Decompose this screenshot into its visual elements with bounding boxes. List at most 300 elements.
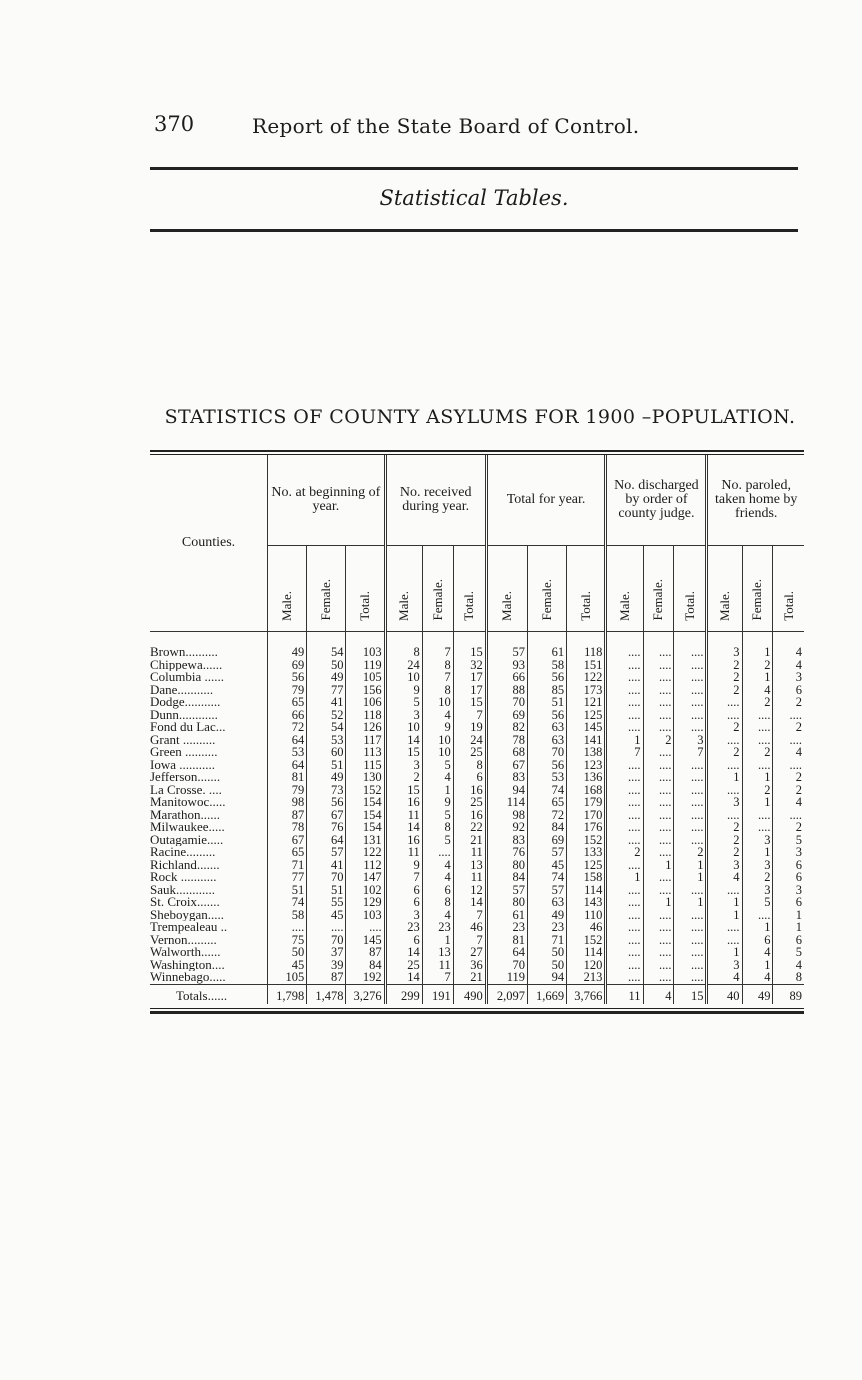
value-cell: 5 [422, 834, 453, 847]
county-name-cell: La Crosse. .... [150, 784, 268, 797]
value-cell: 4 [707, 971, 742, 984]
value-cell: 138 [567, 746, 606, 759]
value-cell: 98 [268, 796, 307, 809]
value-cell: .... [606, 921, 643, 934]
table-row [150, 721, 804, 734]
value-cell: 17 [453, 684, 486, 697]
value-cell: .... [707, 784, 742, 797]
spacer-cell [527, 632, 566, 647]
value-cell: 76 [486, 846, 527, 859]
value-cell: 7 [453, 709, 486, 722]
value-cell: 1 [707, 946, 742, 959]
county-name-cell: Outagamie..... [150, 834, 268, 847]
value-cell: 114 [567, 884, 606, 897]
county-name-cell: Dunn............ [150, 709, 268, 722]
value-cell: 3 [773, 846, 804, 859]
county-name-cell: Marathon...... [150, 809, 268, 822]
value-cell: .... [643, 696, 674, 709]
value-cell: 17 [453, 671, 486, 684]
value-cell: 2 [707, 721, 742, 734]
spacer-cell [773, 632, 804, 647]
value-cell: 136 [567, 771, 606, 784]
value-cell: 81 [486, 934, 527, 947]
value-cell: .... [643, 846, 674, 859]
value-cell: 8 [385, 646, 422, 659]
value-cell: .... [606, 884, 643, 897]
value-cell: 8 [422, 896, 453, 909]
value-cell: 50 [527, 946, 566, 959]
table-row [150, 771, 804, 784]
value-cell: 141 [567, 734, 606, 747]
value-cell: .... [346, 921, 385, 934]
value-cell: .... [307, 921, 346, 934]
value-cell: 78 [268, 821, 307, 834]
page-number: 370 [154, 112, 195, 136]
value-cell: 6 [773, 871, 804, 884]
value-cell: 1 [742, 796, 773, 809]
value-cell: 70 [486, 959, 527, 972]
value-cell: 113 [346, 746, 385, 759]
value-cell: 6 [773, 859, 804, 872]
value-cell: 152 [567, 934, 606, 947]
value-cell: 89 [773, 984, 804, 1004]
value-cell: .... [674, 796, 707, 809]
value-cell: 105 [346, 671, 385, 684]
subheader-label: Total. [461, 591, 477, 621]
value-cell: 3 [707, 646, 742, 659]
value-cell: 4 [422, 871, 453, 884]
value-cell: 49 [742, 984, 773, 1004]
spacer-cell [307, 632, 346, 647]
value-cell: 69 [268, 659, 307, 672]
value-cell: 9 [422, 796, 453, 809]
value-cell: .... [606, 659, 643, 672]
table-row [150, 696, 804, 709]
value-cell: .... [742, 909, 773, 922]
table-row [150, 671, 804, 684]
value-cell: .... [643, 934, 674, 947]
value-cell: 2 [773, 696, 804, 709]
value-cell: 6 [453, 771, 486, 784]
table-row [150, 896, 804, 909]
value-cell: 58 [268, 909, 307, 922]
value-cell: 61 [486, 909, 527, 922]
value-cell: .... [643, 746, 674, 759]
value-cell: 1 [422, 784, 453, 797]
value-cell: 112 [346, 859, 385, 872]
subtitle-rule [150, 229, 798, 232]
table-row [150, 646, 804, 659]
value-cell: 8 [773, 971, 804, 984]
value-cell: 25 [385, 959, 422, 972]
value-cell: 9 [422, 721, 453, 734]
value-cell: 179 [567, 796, 606, 809]
county-name-cell: Totals...... [150, 984, 268, 1004]
value-cell: 25 [453, 746, 486, 759]
value-cell: 11 [385, 809, 422, 822]
value-cell: 2 [707, 684, 742, 697]
value-cell: 67 [486, 759, 527, 772]
value-cell: .... [643, 796, 674, 809]
spacer-cell [567, 632, 606, 647]
value-cell: .... [674, 671, 707, 684]
value-cell: 73 [307, 784, 346, 797]
table-row [150, 834, 804, 847]
value-cell: .... [643, 709, 674, 722]
value-cell: 158 [567, 871, 606, 884]
table-bottom-rule [150, 1008, 804, 1014]
value-cell: 2 [707, 846, 742, 859]
value-cell: 74 [527, 871, 566, 884]
value-cell: 1,669 [527, 984, 566, 1004]
spacer-cell [674, 632, 707, 647]
value-cell: 87 [346, 946, 385, 959]
value-cell: 154 [346, 796, 385, 809]
table-row [150, 659, 804, 672]
table-row [150, 871, 804, 884]
value-cell: .... [674, 834, 707, 847]
value-cell: 45 [527, 859, 566, 872]
group-header-received: No. received during year. [385, 455, 486, 546]
value-cell: .... [268, 921, 307, 934]
value-cell: 130 [346, 771, 385, 784]
value-cell: 22 [453, 821, 486, 834]
value-cell: 4 [742, 971, 773, 984]
table-row [150, 946, 804, 959]
value-cell: 51 [268, 884, 307, 897]
county-name-cell: Brown.......... [150, 646, 268, 659]
subheader-male [268, 546, 307, 632]
value-cell: 10 [385, 671, 422, 684]
value-cell: .... [606, 646, 643, 659]
value-cell: 168 [567, 784, 606, 797]
value-cell: 1,798 [268, 984, 307, 1004]
value-cell: 67 [307, 809, 346, 822]
value-cell: 71 [527, 934, 566, 947]
subheader-label: Female. [539, 579, 555, 621]
value-cell: 2 [742, 784, 773, 797]
value-cell: .... [674, 696, 707, 709]
value-cell: 4 [422, 909, 453, 922]
value-cell: 145 [567, 721, 606, 734]
value-cell: 84 [346, 959, 385, 972]
value-cell: 21 [453, 971, 486, 984]
value-cell: 71 [268, 859, 307, 872]
value-cell: .... [606, 909, 643, 922]
value-cell: 15 [453, 696, 486, 709]
value-cell: 13 [453, 859, 486, 872]
subheader-label: Total. [577, 591, 593, 621]
value-cell: 3 [773, 884, 804, 897]
county-name-cell: Grant .......... [150, 734, 268, 747]
value-cell: 120 [567, 959, 606, 972]
value-cell: 51 [307, 884, 346, 897]
subheader-male [606, 546, 643, 632]
spacer-cell [453, 632, 486, 647]
value-cell: 119 [346, 659, 385, 672]
value-cell: 41 [307, 696, 346, 709]
value-cell: 2 [707, 659, 742, 672]
value-cell: 11 [453, 871, 486, 884]
value-cell: 56 [527, 709, 566, 722]
value-cell: 2 [707, 834, 742, 847]
value-cell: 1 [643, 859, 674, 872]
value-cell: 6 [385, 884, 422, 897]
value-cell: 57 [486, 646, 527, 659]
value-cell: 10 [422, 696, 453, 709]
value-cell: 2 [773, 784, 804, 797]
value-cell: .... [674, 909, 707, 922]
value-cell: 133 [567, 846, 606, 859]
subheader-male [707, 546, 742, 632]
value-cell: 79 [268, 684, 307, 697]
table-row [150, 784, 804, 797]
value-cell: 14 [385, 946, 422, 959]
value-cell: 2 [674, 846, 707, 859]
value-cell: 14 [385, 734, 422, 747]
value-cell: 70 [307, 871, 346, 884]
county-name-cell: Milwaukee..... [150, 821, 268, 834]
county-name-cell: Iowa ........... [150, 759, 268, 772]
value-cell: 56 [527, 759, 566, 772]
table-row [150, 934, 804, 947]
value-cell: 64 [486, 946, 527, 959]
subheader-male [385, 546, 422, 632]
table-row [150, 796, 804, 809]
value-cell: 72 [268, 721, 307, 734]
value-cell: 61 [527, 646, 566, 659]
running-title: Report of the State Board of Control. [252, 114, 640, 138]
value-cell: 6 [422, 884, 453, 897]
value-cell: 11 [385, 846, 422, 859]
value-cell: .... [606, 696, 643, 709]
value-cell: 23 [385, 921, 422, 934]
subheader-total [453, 546, 486, 632]
value-cell: 7 [422, 971, 453, 984]
value-cell: 4 [742, 946, 773, 959]
value-cell: 57 [486, 884, 527, 897]
spacer-row [150, 632, 804, 647]
value-cell: .... [643, 684, 674, 697]
value-cell: 57 [307, 846, 346, 859]
value-cell: 51 [307, 759, 346, 772]
value-cell: 24 [385, 659, 422, 672]
value-cell: 65 [527, 796, 566, 809]
value-cell: 69 [527, 834, 566, 847]
value-cell: 7 [385, 871, 422, 884]
value-cell: 1 [606, 871, 643, 884]
value-cell: .... [643, 946, 674, 959]
table-row [150, 859, 804, 872]
spacer-cell [606, 632, 643, 647]
value-cell: 3 [742, 884, 773, 897]
county-name-cell: Washington.... [150, 959, 268, 972]
group-header-beginning: No. at beginning of year. [268, 455, 386, 546]
table-title: STATISTICS OF COUNTY ASYLUMS FOR 1900 –POPULATION. [164, 406, 796, 428]
county-name-cell: St. Croix....... [150, 896, 268, 909]
value-cell: 115 [346, 759, 385, 772]
value-cell: 77 [307, 684, 346, 697]
value-cell: 12 [453, 884, 486, 897]
spacer-cell [422, 632, 453, 647]
value-cell: 103 [346, 646, 385, 659]
value-cell: 85 [527, 684, 566, 697]
value-cell: 3 [674, 734, 707, 747]
value-cell: .... [674, 821, 707, 834]
value-cell: 15 [453, 646, 486, 659]
value-cell: 2 [643, 734, 674, 747]
value-cell: 27 [453, 946, 486, 959]
value-cell: 94 [527, 971, 566, 984]
value-cell: 70 [307, 934, 346, 947]
value-cell: 2 [773, 821, 804, 834]
spacer-cell [707, 632, 742, 647]
county-name-cell: Chippewa...... [150, 659, 268, 672]
value-cell: 4 [773, 796, 804, 809]
value-cell: .... [674, 971, 707, 984]
value-cell: .... [643, 759, 674, 772]
value-cell: 21 [453, 834, 486, 847]
value-cell: 3 [742, 834, 773, 847]
county-name-cell: Dodge........... [150, 696, 268, 709]
spacer-cell [742, 632, 773, 647]
value-cell: 106 [346, 696, 385, 709]
value-cell: 299 [385, 984, 422, 1004]
value-cell: 4 [422, 709, 453, 722]
group-header-discharged: No. discharged by order of county judge. [606, 455, 707, 546]
value-cell: 122 [567, 671, 606, 684]
value-cell: 3 [385, 909, 422, 922]
value-cell: 67 [268, 834, 307, 847]
value-cell: 123 [567, 759, 606, 772]
value-cell: 2 [742, 746, 773, 759]
value-cell: 98 [486, 809, 527, 822]
value-cell: .... [742, 809, 773, 822]
value-cell: 110 [567, 909, 606, 922]
value-cell: 1 [742, 646, 773, 659]
value-cell: 72 [527, 809, 566, 822]
value-cell: 87 [268, 809, 307, 822]
value-cell: 57 [527, 846, 566, 859]
value-cell: 70 [486, 696, 527, 709]
value-cell: 4 [773, 659, 804, 672]
subheader-female [742, 546, 773, 632]
value-cell: .... [606, 796, 643, 809]
value-cell: .... [606, 934, 643, 947]
value-cell: .... [606, 971, 643, 984]
value-cell: .... [773, 759, 804, 772]
subheader-label: Female. [429, 579, 445, 621]
table-row [150, 971, 804, 984]
value-cell: 84 [486, 871, 527, 884]
value-cell: .... [606, 721, 643, 734]
value-cell: 4 [773, 646, 804, 659]
value-cell: .... [643, 809, 674, 822]
value-cell: 2 [606, 846, 643, 859]
value-cell: 2 [707, 746, 742, 759]
table-row [150, 921, 804, 934]
value-cell: 14 [385, 971, 422, 984]
county-name-cell: Fond du Lac... [150, 721, 268, 734]
value-cell: 3 [742, 859, 773, 872]
value-cell: 7 [453, 909, 486, 922]
value-cell: 84 [527, 821, 566, 834]
value-cell: .... [643, 771, 674, 784]
county-name-cell: Manitowoc..... [150, 796, 268, 809]
table-row [150, 959, 804, 972]
value-cell: 5 [773, 946, 804, 959]
value-cell: 154 [346, 809, 385, 822]
value-cell: 6 [773, 684, 804, 697]
value-cell: 11 [606, 984, 643, 1004]
value-cell: 9 [385, 684, 422, 697]
value-cell: 2 [742, 659, 773, 672]
value-cell: 143 [567, 896, 606, 909]
value-cell: 15 [385, 784, 422, 797]
value-cell: 45 [307, 909, 346, 922]
value-cell: 50 [307, 659, 346, 672]
value-cell: 53 [268, 746, 307, 759]
value-cell: .... [606, 959, 643, 972]
spacer-cell [486, 632, 527, 647]
value-cell: 2 [707, 821, 742, 834]
value-cell: .... [606, 709, 643, 722]
value-cell: 82 [486, 721, 527, 734]
value-cell: .... [674, 959, 707, 972]
value-cell: 2 [707, 671, 742, 684]
value-cell: 2 [773, 721, 804, 734]
subheader-total [773, 546, 804, 632]
value-cell: .... [707, 709, 742, 722]
value-cell: 1 [674, 896, 707, 909]
subheader-label: Female. [650, 579, 666, 621]
value-cell: 64 [307, 834, 346, 847]
county-name-cell: Trempealeau .. [150, 921, 268, 934]
value-cell: 23 [486, 921, 527, 934]
value-cell: .... [707, 934, 742, 947]
value-cell: 23 [527, 921, 566, 934]
subheader-total [674, 546, 707, 632]
value-cell: .... [674, 921, 707, 934]
subheader-label: Male. [396, 591, 412, 621]
value-cell: 4 [422, 859, 453, 872]
value-cell: 14 [385, 821, 422, 834]
value-cell: 93 [486, 659, 527, 672]
value-cell: 213 [567, 971, 606, 984]
value-cell: .... [674, 884, 707, 897]
value-cell: 24 [453, 734, 486, 747]
value-cell: 5 [742, 896, 773, 909]
value-cell: 103 [346, 909, 385, 922]
value-cell: 41 [307, 859, 346, 872]
group-header-paroled: No. paroled, taken home by friends. [707, 455, 804, 546]
subheader-label: Total. [681, 591, 697, 621]
value-cell: 65 [268, 696, 307, 709]
value-cell: .... [674, 809, 707, 822]
county-name-cell: Winnebago..... [150, 971, 268, 984]
county-name-cell: Sauk............ [150, 884, 268, 897]
value-cell: 4 [773, 746, 804, 759]
value-cell: 69 [486, 709, 527, 722]
value-cell: 1 [742, 959, 773, 972]
value-cell: .... [606, 859, 643, 872]
subheader-label: Total. [780, 591, 796, 621]
table-row [150, 909, 804, 922]
value-cell: 151 [567, 659, 606, 672]
value-cell: 119 [486, 971, 527, 984]
value-cell: 76 [307, 821, 346, 834]
value-cell: 7 [453, 934, 486, 947]
